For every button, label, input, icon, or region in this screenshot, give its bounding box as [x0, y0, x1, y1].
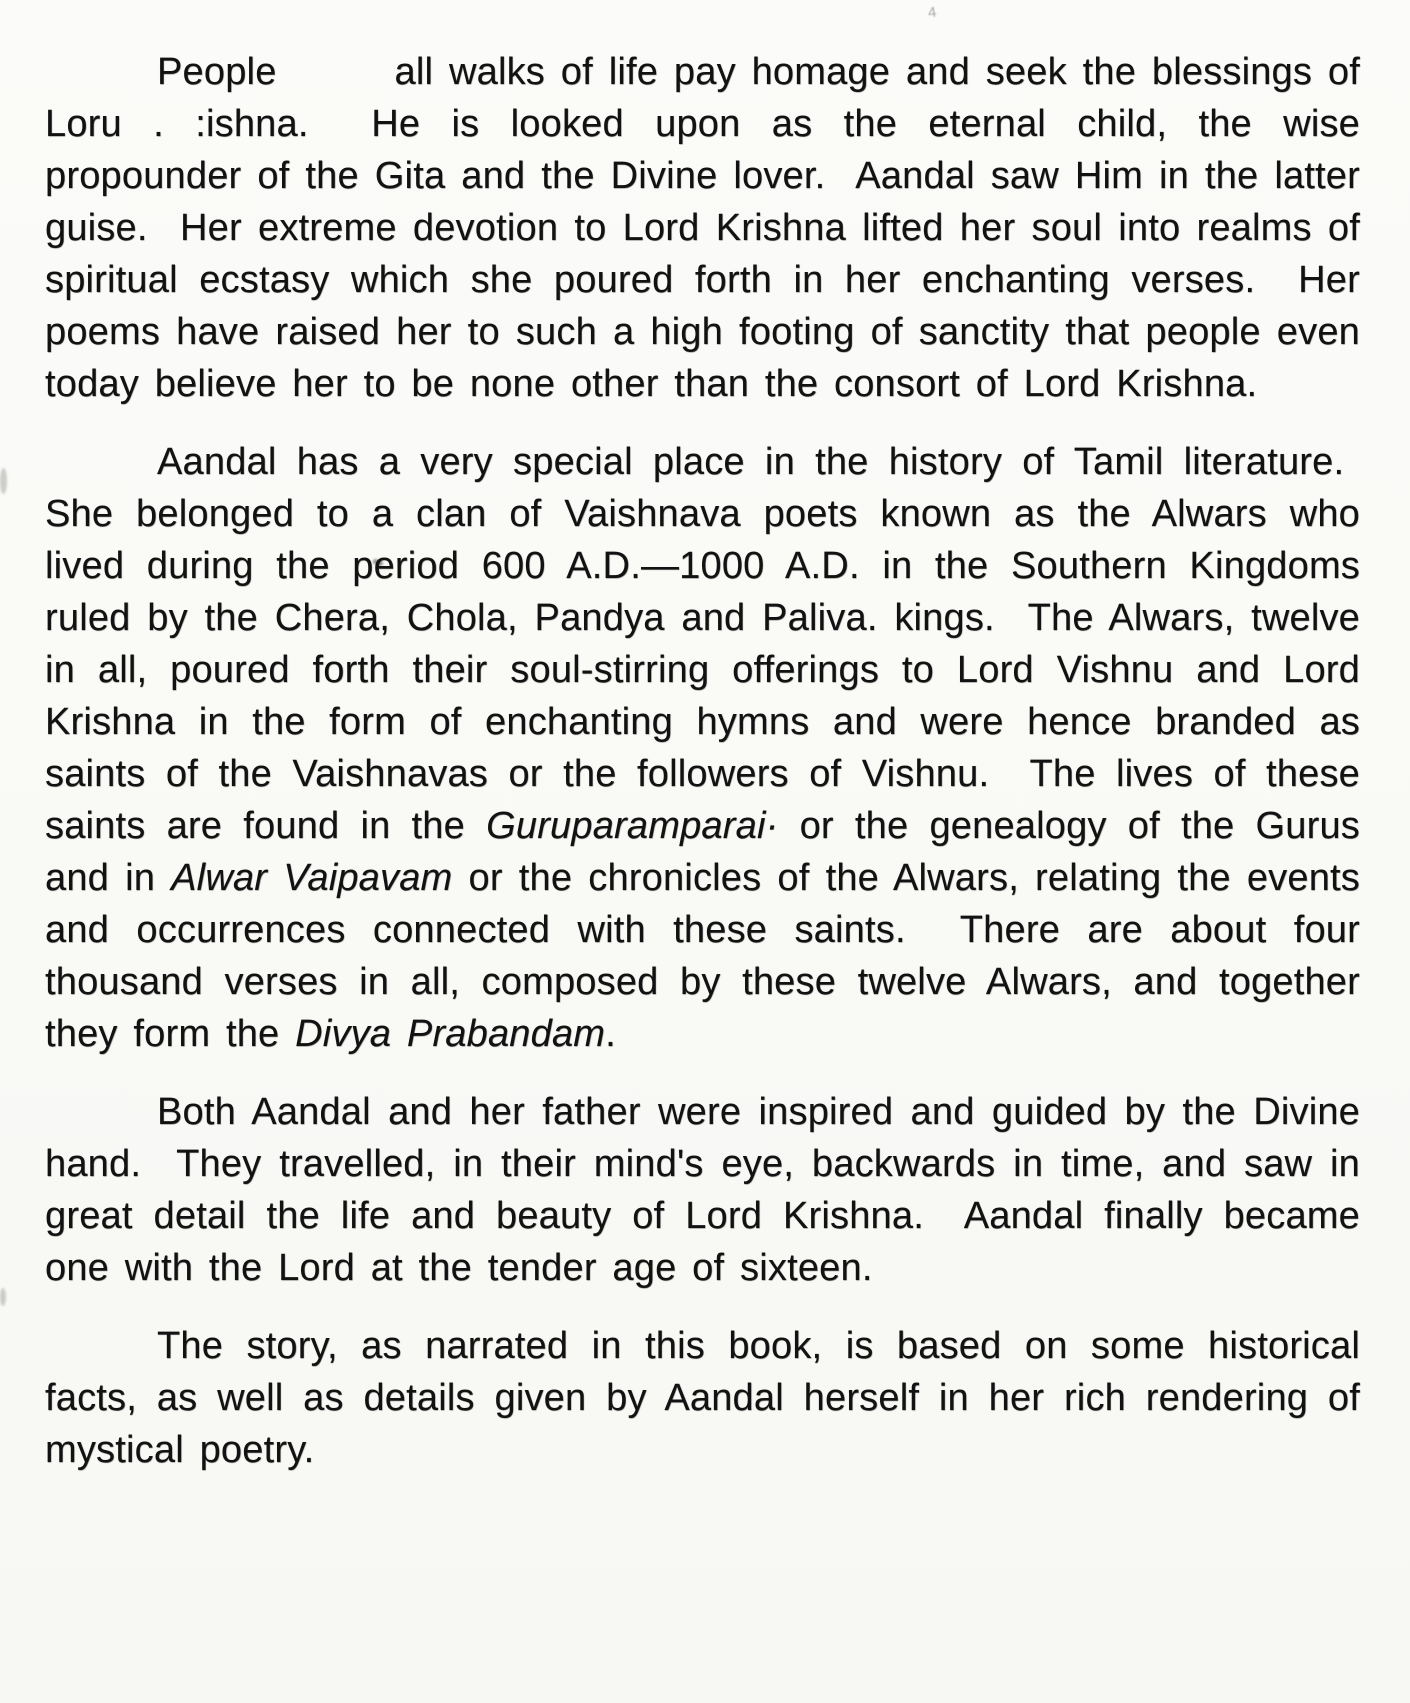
- paragraph-segment: Aandal has a very special place in the history of Tamil literature. She belonged to a clan of Vaishnava poets known as the Alwars who lived during the period 600 A.D.—1000 A.D. in the Southern Kingdoms ruled by the Chera, Chola, Pandya and Paliva. kings. The Alwars, twelve in all, poured forth their soul-stirring offerings to Lord Vishnu and Lord Krishna in the form of enchanting hymns and were hence branded as saints of the Vaishnavas or the followers of Vishnu. The lives of these saints are found in the: [45, 441, 1360, 847]
- paragraph-segment: .: [605, 1013, 616, 1055]
- book-title-divya-prabandam: Divya Prabandam: [295, 1013, 606, 1055]
- paragraph-story-narrated: [45, 1320, 1360, 1476]
- paragraph-segment: or the chronicles of the Alwars, relating the events and occurrences connected with these saints. There are about four thousand verses in all, composed by these twelve Alwars, and together they form the: [45, 857, 1360, 1055]
- faint-corner-mark: 4: [926, 3, 940, 22]
- paragraph-aandal-tamil-literature: [45, 436, 1360, 1060]
- faded-word-gap: [277, 83, 395, 84]
- book-title-alwar-vaipavam: Alwar Vaipavam: [171, 857, 453, 899]
- paragraph-segment: or the genealogy of the Gurus and in: [45, 805, 1360, 899]
- paragraph-segment: People: [157, 51, 277, 93]
- paragraph-both-aandal-father: [45, 1086, 1360, 1294]
- page-body-text: [45, 46, 1360, 1476]
- paragraph-segment: all walks of life pay homage and seek the blessings of Loru . :ishna. He is looked upon as the eternal child, the wise propounder of the Gita and the Divine lover. Aandal saw Him in the latter guise. Her extreme devotion to Lord Krishna lifted her soul into realms of spiritual ecstasy which she poured forth in her enchanting verses. Her poems have raised her to such a high footing of sanctity that people even today believe her to be none other than the consort of Lord Krishna.: [45, 51, 1360, 405]
- scan-smudge: [0, 468, 7, 494]
- paragraph-segment: The story, as narrated in this book, is based on some historical facts, as well as details given by Aandal herself in her rich rendering of mystical poetry.: [45, 1325, 1360, 1471]
- paragraph-segment: Both Aandal and her father were inspired and guided by the Divine hand. They travelled, in their mind's eye, backwards in time, and saw in great detail the life and beauty of Lord Krishna. Aandal finally became one with the Lord at the tender age of sixteen.: [45, 1091, 1360, 1289]
- scan-smudge: [0, 1288, 6, 1306]
- book-title-guruparamparai: Guruparamparai·: [486, 805, 779, 847]
- paragraph-people-homage: [45, 46, 1360, 410]
